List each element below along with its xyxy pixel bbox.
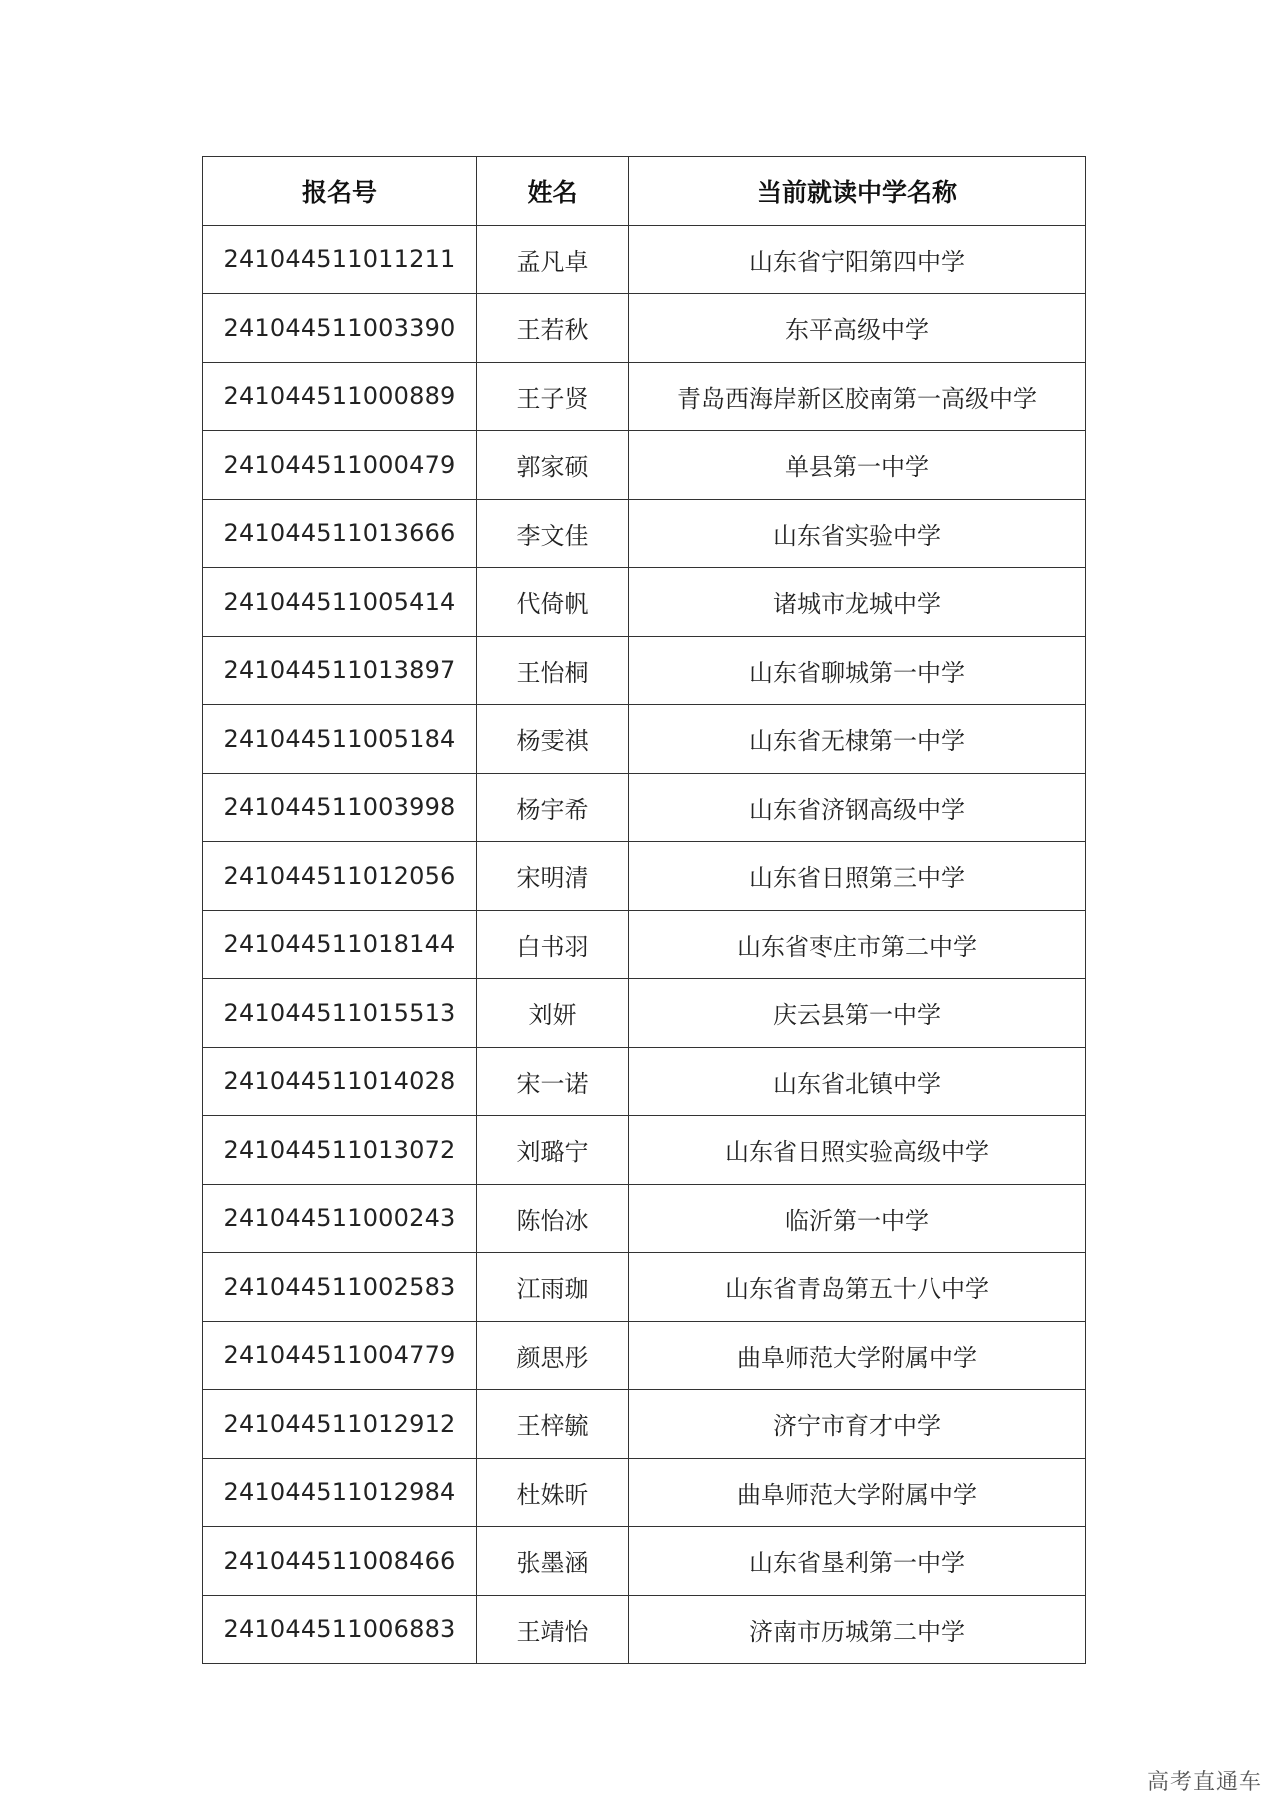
student-name-cell: 杨宇希 [477,773,629,842]
school-name-cell: 曲阜师范大学附属中学 [629,1458,1086,1527]
registration-number-cell: 241044511002583 [203,1253,477,1322]
student-name-cell: 王若秋 [477,294,629,363]
table-row [203,910,1086,979]
school-name-cell: 临沂第一中学 [629,1184,1086,1253]
watermark-text: 高考直通车 [1146,1770,1262,1795]
table-row [203,1595,1086,1664]
school-name-cell: 山东省济钢高级中学 [629,773,1086,842]
school-name-cell: 山东省枣庄市第二中学 [629,910,1086,979]
student-name-cell: 江雨珈 [477,1253,629,1322]
table-row [203,1116,1086,1185]
registration-number-cell: 241044511013897 [203,636,477,705]
registration-number-cell: 241044511005184 [203,705,477,774]
registration-number-cell: 241044511014028 [203,1047,477,1116]
table-header-row [203,157,1086,226]
registration-number-cell: 241044511004779 [203,1321,477,1390]
table-row [203,1527,1086,1596]
school-name-cell: 山东省宁阳第四中学 [629,225,1086,294]
header-registration-number: 报名号 [203,157,477,226]
student-name-cell: 杜姝昕 [477,1458,629,1527]
school-name-cell: 单县第一中学 [629,431,1086,500]
school-name-cell: 庆云县第一中学 [629,979,1086,1048]
table-row [203,568,1086,637]
table-row [203,431,1086,500]
student-name-cell: 孟凡卓 [477,225,629,294]
school-name-cell: 青岛西海岸新区胶南第一高级中学 [629,362,1086,431]
registration-number-cell: 241044511013666 [203,499,477,568]
table-row [203,773,1086,842]
table-row [203,1253,1086,1322]
school-name-cell: 曲阜师范大学附属中学 [629,1321,1086,1390]
registration-number-cell: 241044511000479 [203,431,477,500]
registration-number-cell: 241044511012912 [203,1390,477,1459]
school-name-cell: 山东省日照第三中学 [629,842,1086,911]
school-name-cell: 济南市历城第二中学 [629,1595,1086,1664]
header-name: 姓名 [477,157,629,226]
table-row [203,499,1086,568]
school-name-cell: 山东省实验中学 [629,499,1086,568]
student-name-cell: 杨雯祺 [477,705,629,774]
student-name-cell: 宋明清 [477,842,629,911]
school-name-cell: 山东省垦利第一中学 [629,1527,1086,1596]
student-name-cell: 王怡桐 [477,636,629,705]
table-row [203,705,1086,774]
registration-number-cell: 241044511006883 [203,1595,477,1664]
student-name-cell: 宋一诺 [477,1047,629,1116]
table-row [203,1390,1086,1459]
student-name-cell: 王靖怡 [477,1595,629,1664]
header-school-name: 当前就读中学名称 [629,157,1086,226]
registration-number-cell: 241044511011211 [203,225,477,294]
table-row [203,979,1086,1048]
student-name-cell: 王子贤 [477,362,629,431]
table-row [203,1184,1086,1253]
admission-roster-table [202,156,1086,1664]
table-row [203,1047,1086,1116]
registration-number-cell: 241044511000889 [203,362,477,431]
school-name-cell: 济宁市育才中学 [629,1390,1086,1459]
school-name-cell: 诸城市龙城中学 [629,568,1086,637]
table-row [203,225,1086,294]
table-row [203,1458,1086,1527]
registration-number-cell: 241044511012984 [203,1458,477,1527]
table-row [203,842,1086,911]
student-name-cell: 刘璐宁 [477,1116,629,1185]
student-name-cell: 郭家硕 [477,431,629,500]
registration-number-cell: 241044511008466 [203,1527,477,1596]
school-name-cell: 山东省日照实验高级中学 [629,1116,1086,1185]
table-row [203,636,1086,705]
registration-number-cell: 241044511005414 [203,568,477,637]
student-name-cell: 陈怡冰 [477,1184,629,1253]
registration-number-cell: 241044511015513 [203,979,477,1048]
school-name-cell: 山东省北镇中学 [629,1047,1086,1116]
student-name-cell: 李文佳 [477,499,629,568]
registration-number-cell: 241044511000243 [203,1184,477,1253]
registration-number-cell: 241044511003390 [203,294,477,363]
table-row [203,362,1086,431]
student-name-cell: 颜思彤 [477,1321,629,1390]
school-name-cell: 东平高级中学 [629,294,1086,363]
student-name-cell: 代倚帆 [477,568,629,637]
registration-number-cell: 241044511018144 [203,910,477,979]
student-name-cell: 刘妍 [477,979,629,1048]
student-name-cell: 王梓毓 [477,1390,629,1459]
student-name-cell: 张墨涵 [477,1527,629,1596]
table-row [203,294,1086,363]
student-name-cell: 白书羽 [477,910,629,979]
school-name-cell: 山东省聊城第一中学 [629,636,1086,705]
registration-number-cell: 241044511003998 [203,773,477,842]
registration-number-cell: 241044511012056 [203,842,477,911]
registration-number-cell: 241044511013072 [203,1116,477,1185]
school-name-cell: 山东省无棣第一中学 [629,705,1086,774]
table-row [203,1321,1086,1390]
school-name-cell: 山东省青岛第五十八中学 [629,1253,1086,1322]
